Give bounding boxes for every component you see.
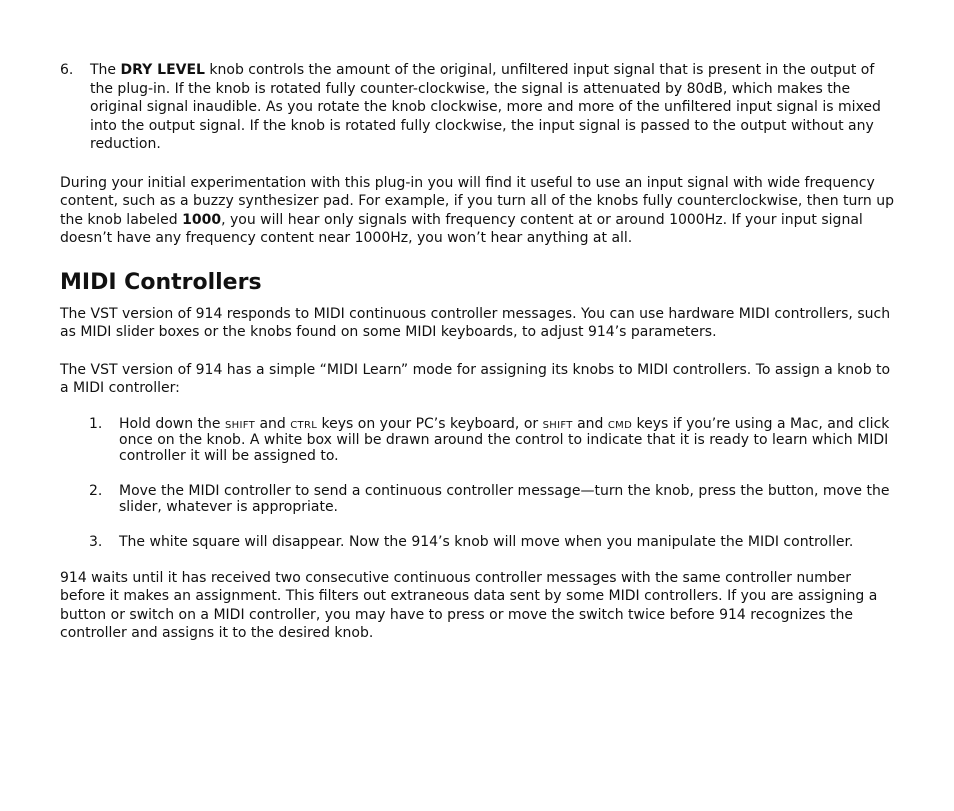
list-item <box>60 534 900 550</box>
cmd-key-label: CMD <box>607 419 633 431</box>
step-text: keys on your PC’s keyboard, or <box>317 415 543 432</box>
list-item-dry-level <box>60 61 900 154</box>
step-text: and <box>572 415 608 432</box>
list-item <box>60 416 900 464</box>
intro-paragraph: The VST version of 914 responds to MIDI continuous controller messages. You can use hardware MIDI controllers, such as MIDI slider boxes or the knobs found on some MIDI keyboards, to adjust 914’s parameters. <box>60 305 891 340</box>
item-text-post: knob controls the amount of the original, unfiltered input signal that is present in the output of the plug-in. If the knob is rotated fully counter-clockwise, the signal is attenuated by 80dB, which makes the original signal inaudible. As you rotate the knob clockwise, more and more of the unfiltered input signal is mixed into the output signal. If the knob is rotated fully clockwise, the input signal is passed to the output without any reduction. <box>90 62 881 152</box>
experiment-text-post: , you will hear only signals with frequency content at or around 1000Hz. If your input signal doesn’t have any frequency content near 1000Hz, you won’t hear anything at all. <box>60 211 863 246</box>
step-text: Move the MIDI controller to send a continuous controller message—turn the knob, press the button, move the slider, whatever is appropriate. <box>119 482 890 515</box>
knob-1000-term: 1000 <box>182 211 222 228</box>
item-text-pre: The <box>90 62 121 78</box>
dry-level-term: DRY LEVEL <box>120 62 205 78</box>
list-item <box>60 483 900 515</box>
ctrl-key-label: CTRL <box>290 419 318 431</box>
list-number: 2. <box>89 482 103 499</box>
step-text: Hold down the <box>119 415 225 432</box>
list-number: 1. <box>89 415 103 432</box>
section-heading: MIDI Controllers <box>60 269 262 295</box>
learn-paragraph: The VST version of 914 has a simple “MIDI Learn” mode for assigning its knobs to MIDI controllers. To assign a knob to a MIDI controller: <box>60 361 891 396</box>
list-number: 6. <box>60 62 74 78</box>
shift-key-label: SHIFT <box>542 419 573 431</box>
closing-paragraph: 914 waits until it has received two consecutive continuous controller messages with the same controller number before it makes an assignment. This filters out extraneous data sent by some MIDI controllers. If you are assigning a button or switch on a MIDI controller, you may have to press or move the switch twice before 914 recognizes the controller and assigns it to the desired knob. <box>60 569 878 641</box>
list-number: 3. <box>89 533 103 550</box>
shift-key-label: SHIFT <box>224 419 255 431</box>
experiment-paragraph <box>60 174 900 248</box>
document-page <box>60 61 900 643</box>
step-text: keys if you’re using a Mac, and click once on the knob. A white box will be drawn around the control to indicate that it is ready to learn which MIDI controller it will be assigned to. <box>119 415 890 464</box>
step-text: The white square will disappear. Now the 914’s knob will move when you manipulate the MIDI controller. <box>119 533 854 550</box>
step-text: and <box>255 415 291 432</box>
experiment-text-pre: During your initial experimentation with this plug-in you will find it useful to use an input signal with wide frequency content, such as a buzzy synthesizer pad. For example, if you turn all of the knobs fully counterclockwise, then turn up the knob labeled <box>60 174 894 228</box>
steps-list <box>60 416 900 550</box>
